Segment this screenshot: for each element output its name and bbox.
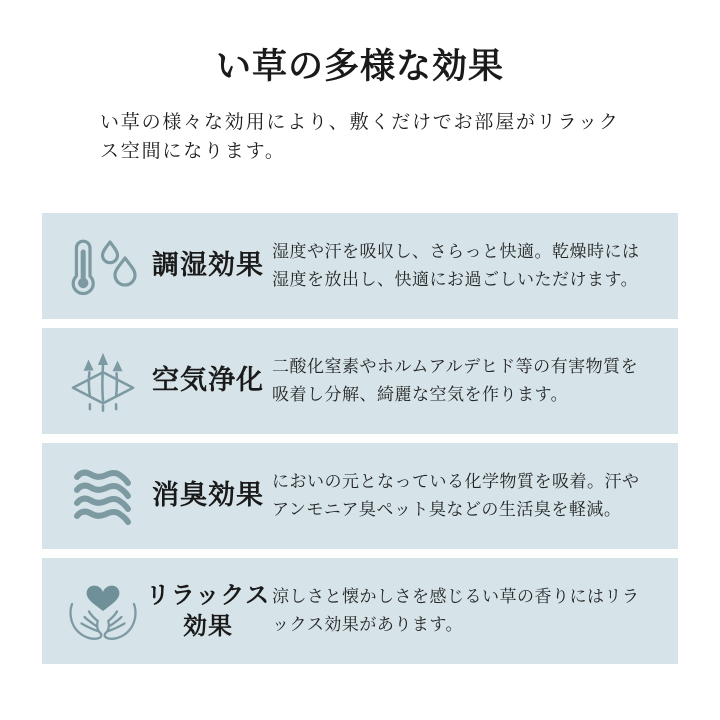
card-description: においの元となっている化学物質を吸着。汗やアンモニア臭ペット臭などの生活臭を軽減。: [272, 472, 640, 519]
icon-box: [64, 236, 142, 296]
card-deodorizing: [42, 443, 678, 549]
air-purify-arrows-icon: [68, 349, 138, 413]
card-air-purification: [42, 328, 678, 434]
icon-box: [64, 349, 142, 413]
card-description: 二酸化窒素やホルムアルデヒド等の有害物質を吸着し分解、綺麗な空気を作ります。: [272, 357, 639, 404]
card-description: 湿度や汗を吸収し、さらっと快適。乾燥時には湿度を放出し、快適にお過ごしいただけます。: [272, 242, 640, 289]
card-relax: [42, 558, 678, 664]
card-humidity-control: [42, 213, 678, 319]
effect-cards-list: [42, 213, 678, 664]
icon-box: [64, 467, 142, 525]
page-title: い草の多様な効果: [215, 47, 504, 86]
thermometer-droplets-icon: [66, 236, 140, 296]
card-title: リラックス効果: [145, 581, 271, 640]
odor-waves-icon: [72, 467, 134, 525]
card-title: 消臭効果: [152, 480, 264, 511]
page-subtitle: い草の様々な効用により、敷くだけでお部屋がリラックス空間になります。: [100, 112, 620, 162]
icon-box: [64, 579, 142, 643]
card-title: 空気浄化: [152, 365, 264, 396]
card-title: 調湿効果: [152, 250, 264, 281]
card-description: 涼しさと懐かしさを感じるい草の香りにはリラックス効果があります。: [272, 587, 640, 634]
hands-heart-icon: [68, 579, 138, 643]
